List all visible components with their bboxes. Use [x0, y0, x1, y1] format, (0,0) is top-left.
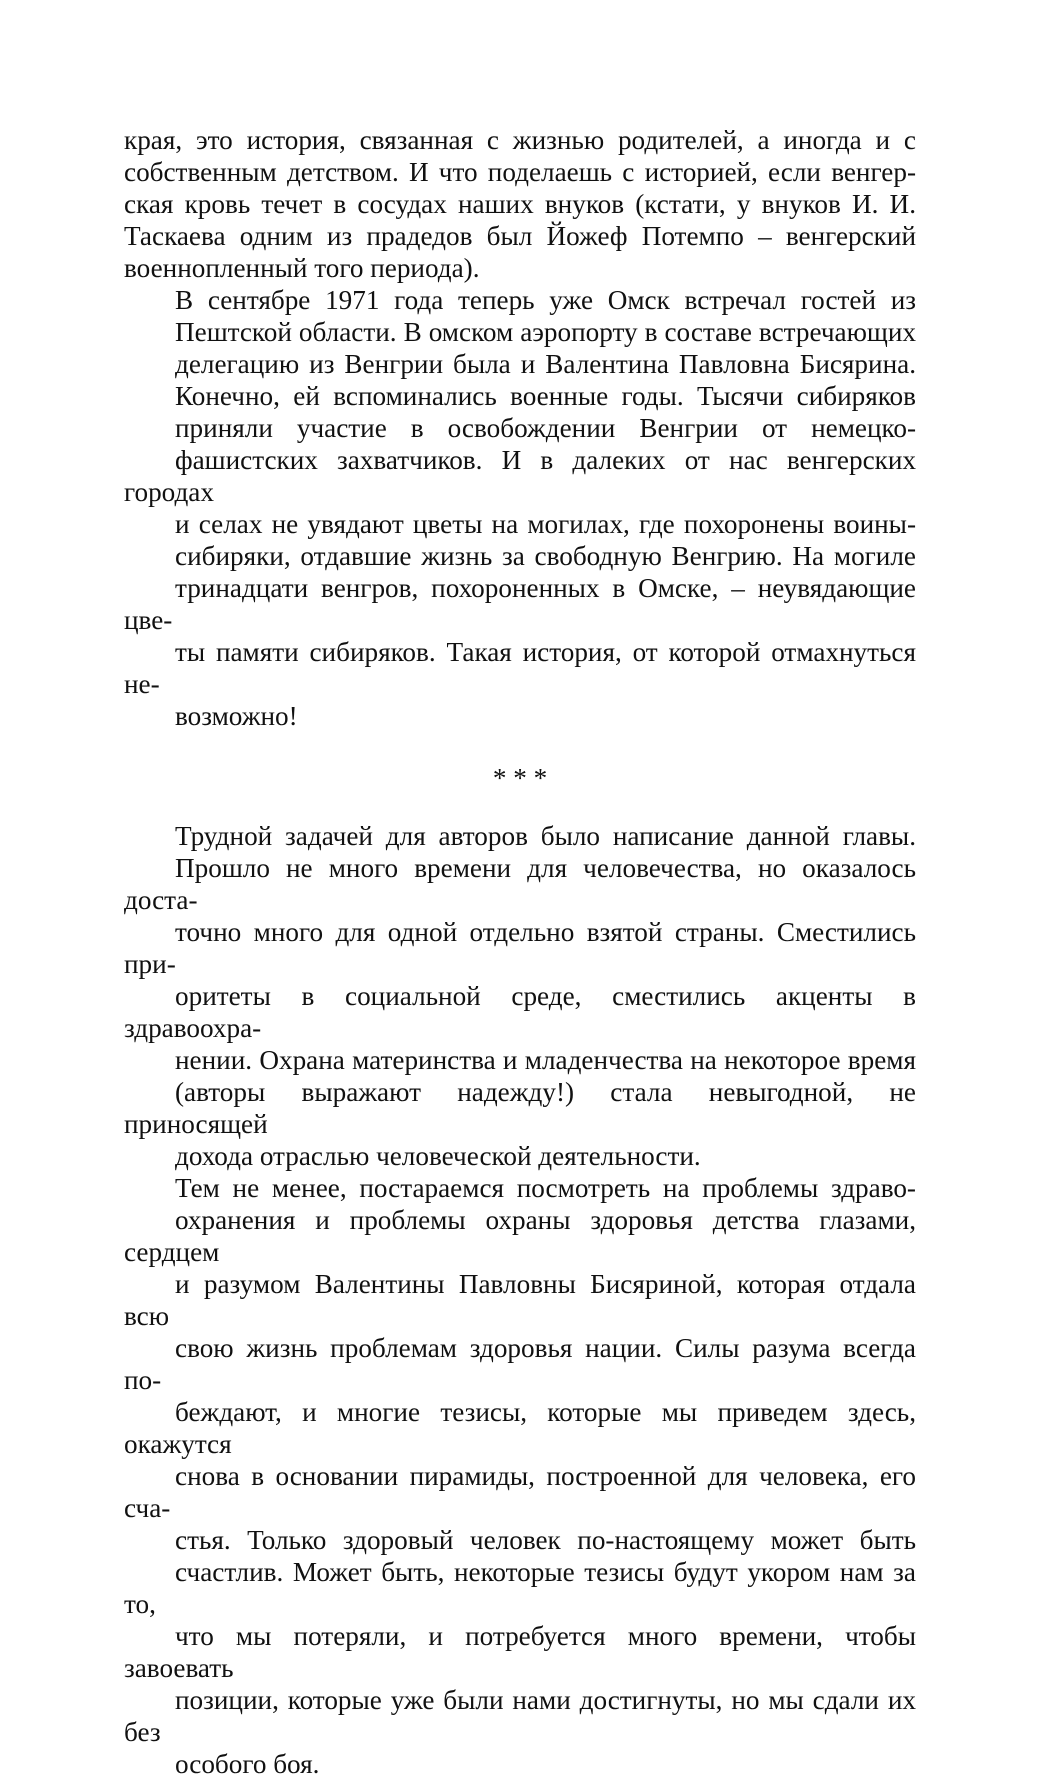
text-line: и разумом Валентины Павловны Бисяриной, которая отдала всю	[124, 1269, 916, 1331]
text-line: Таскаева одним из прадедов был Йожеф Потемпо – венгерский	[124, 221, 916, 251]
text-line: Трудной задачей для авторов было написание данной главы.	[175, 821, 916, 851]
paragraph	[124, 284, 916, 732]
text-line: оритеты в социальной среде, сместились акценты в здравоохра-	[124, 981, 916, 1043]
text-line: стья. Только здоровый человек по-настоящему может быть	[175, 1525, 916, 1555]
text-section-top	[124, 124, 916, 732]
document-page	[124, 124, 916, 1780]
text-line: особого боя.	[175, 1749, 320, 1779]
text-line: счастлив. Может быть, некоторые тезисы будут укором нам за то,	[124, 1557, 916, 1619]
text-line: возможно!	[175, 701, 298, 731]
text-line: беждают, и многие тезисы, которые мы приведем здесь, окажутся	[124, 1397, 916, 1459]
text-line: тринадцати венгров, похороненных в Омске, – неувядающие цве-	[124, 573, 916, 635]
text-line: Тем не менее, постараемся посмотреть на проблемы здраво-	[175, 1173, 916, 1203]
text-line: сибиряки, отдавшие жизнь за свободную Венгрию. На могиле	[175, 541, 916, 571]
text-line: свою жизнь проблемам здоровья нации. Силы разума всегда по-	[124, 1333, 916, 1395]
paragraph	[124, 820, 916, 1172]
text-line: Конечно, ей вспоминались военные годы. Тысячи сибиряков	[175, 381, 916, 411]
text-line: позиции, которые уже были нами достигнуты, но мы сдали их без	[124, 1685, 916, 1747]
text-line: приняли участие в освобождении Венгрии от немецко-	[175, 413, 916, 443]
text-line: В сентябре 1971 года теперь уже Омск встречал гостей из	[175, 285, 916, 315]
text-line: делегацию из Венгрии была и Валентина Павловна Бисярина.	[175, 349, 916, 379]
text-line: ты памяти сибиряков. Такая история, от которой отмахнуться не-	[124, 637, 916, 699]
text-section-bottom	[124, 820, 916, 1780]
text-line: что мы потеряли, и потребуется много времени, чтобы завоевать	[124, 1621, 916, 1683]
text-line: Пештской области. В омском аэропорту в составе встречающих	[175, 317, 916, 347]
text-line: точно много для одной отдельно взятой страны. Сместились при-	[124, 917, 916, 979]
section-separator: * * *	[492, 763, 548, 793]
text-line: охранения и проблемы охраны здоровья детства глазами, сердцем	[124, 1205, 916, 1267]
text-line: (авторы выражают надежду!) стала невыгодной, не приносящей	[124, 1077, 916, 1139]
paragraph	[124, 124, 916, 284]
text-line: Прошло не много времени для человечества, но оказалось доста-	[124, 853, 916, 915]
text-line: военнопленный того периода).	[124, 253, 480, 283]
text-line: снова в основании пирамиды, построенной для человека, его сча-	[124, 1461, 916, 1523]
text-line: края, это история, связанная с жизнью родителей, а иногда и с	[124, 125, 916, 155]
text-line: ская кровь течет в сосудах наших внуков (кстати, у внуков И. И.	[124, 189, 916, 219]
text-line: нении. Охрана материнства и младенчества на некоторое время	[175, 1045, 916, 1075]
paragraph	[124, 1172, 916, 1780]
text-line: и селах не увядают цветы на могилах, где похоронены воины-	[175, 509, 916, 539]
text-line: дохода отраслью человеческой деятельности.	[175, 1141, 701, 1171]
text-line: собственным детством. И что поделаешь с историей, если венгер-	[124, 157, 916, 187]
text-line: фашистских захватчиков. И в далеких от нас венгерских городах	[124, 445, 916, 507]
